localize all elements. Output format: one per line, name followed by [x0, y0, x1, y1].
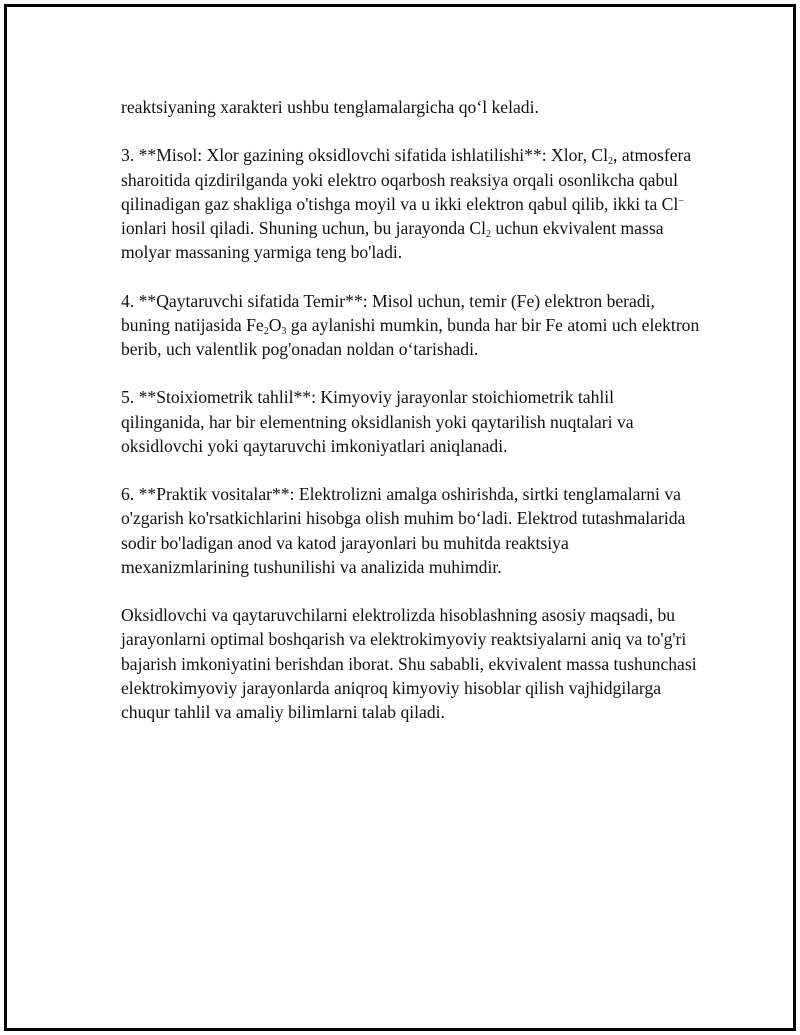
item-3-text-2: , atmosfera sharoitida qizdirilganda yoki elektro oqarbosh reaksiya orqali osonlikcha qabul qilinadigan gaz shakliga o'tishga moyil va u ikki elektron qabul qilib, ikki ta Cl: [121, 145, 692, 214]
document-page: [4, 4, 796, 1031]
conclusion-paragraph: Oksidlovchi va qaytaruvchilarni elektrolizda hisoblashning asosiy maqsadi, bu jarayonlarni optimal boshqarish va elektrokimyoviy reaktsiyalarni aniq va to'g'ri bajarish imkoniyatini berishdan iborat. Shu sababli, ekvivalent massa tushunchasi elektrokimyoviy jarayonlarda aniqroq kimyoviy hisoblar qilish vajhidgilarga chuqur tahlil va amaliy bilimlarni talab qiladi.: [121, 605, 697, 722]
item-4-subscript-2: 3: [281, 325, 287, 337]
item-4-subscript-1: 2: [263, 325, 269, 337]
item-6-paragraph: 6. **Praktik vositalar**: Elektrolizni amalga oshirishda, sirtki tenglamalarni va o'zgarish ko'rsatkichlarini hisobga olish muhim bo‘ladi. Elektrod tutashmalarida sodir bo'ladigan anod va katod jarayonlari bu muhitda reaktsiya mexanizmlarining tushunilishi va analizida muhimdir.: [121, 484, 686, 577]
item-3-paragraph: [121, 143, 701, 264]
item-4-paragraph: [121, 289, 701, 362]
item-3-subscript-1: 2: [608, 156, 614, 168]
item-5-paragraph: 5. **Stoixiometrik tahlil**: Kimyoviy jarayonlar stoichiometrik tahlil qilinganida, har bir elementning oksidlanish yoki qaytarilish nuqtalari va oksidlovchi yoki qaytaruvchi imkoniyatlari aniqlanadi.: [121, 387, 634, 456]
item-4-text-2: O: [268, 314, 282, 335]
item-3-superscript-1: −: [678, 195, 684, 207]
item-4-text-1: 4. **Qaytaruvchi sifatida Temir**: Misol uchun, temir (Fe) elektron beradi, buning natijasida Fe: [121, 290, 655, 335]
item-4-text-3: ga aylanishi mumkin, bunda har bir Fe atomi uch elektron berib, uch valentlik pog'onadan noldan o‘tarishadi.: [121, 314, 700, 359]
document-body: [121, 95, 701, 748]
intro-paragraph: reaktsiyaning xarakteri ushbu tenglamalargicha qo‘l keladi.: [121, 97, 539, 117]
item-3-text-1: 3. **Misol: Xlor gazining oksidlovchi sifatida ishlatilishi**: Xlor, Cl: [121, 145, 609, 166]
item-3-subscript-2: 2: [486, 229, 492, 240]
item-3-text-4: uchun ekvivalent massa molyar massaning yarmiga teng bo'ladi.: [121, 218, 664, 263]
item-3-text-3: ionlari hosil qiladi. Shuning uchun, bu jarayonda Cl: [121, 218, 487, 238]
